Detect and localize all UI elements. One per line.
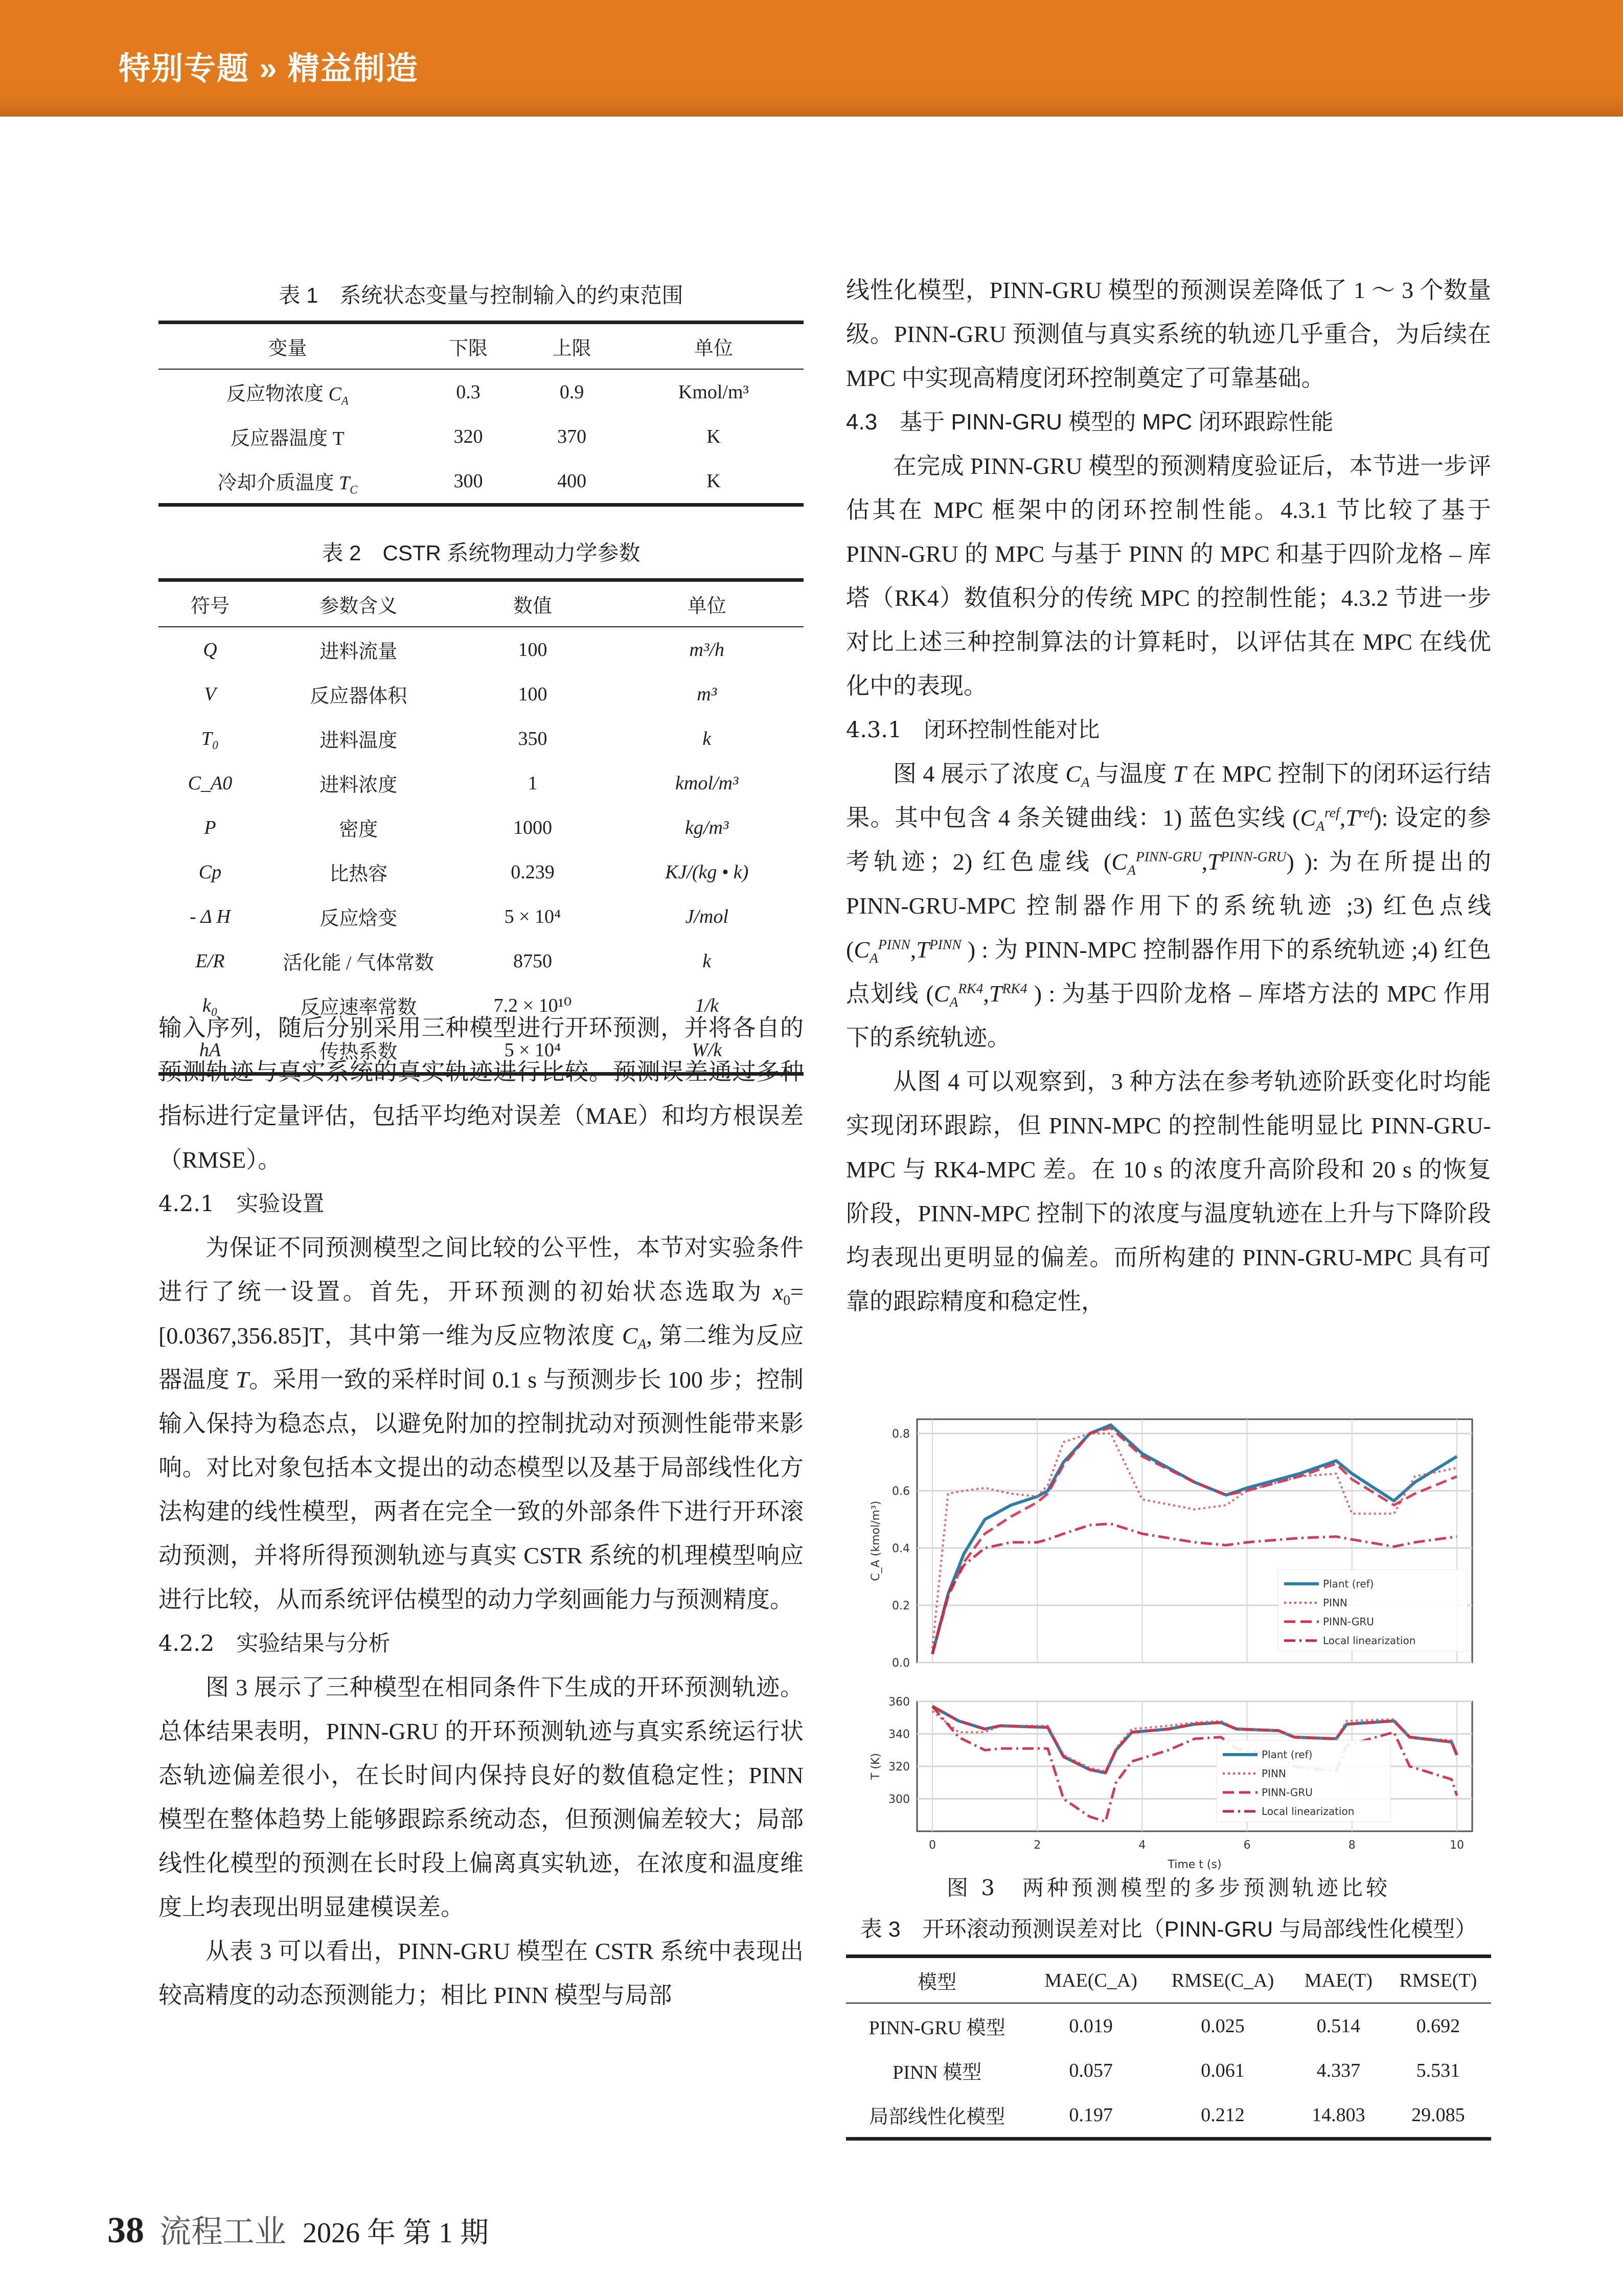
table2-cell-symbol: P bbox=[204, 816, 216, 838]
math-superscript: RK4 bbox=[958, 980, 984, 996]
table2-header-cell: 单位 bbox=[687, 596, 726, 617]
table2-row bbox=[158, 850, 804, 894]
table3-header-cell: 模型 bbox=[918, 1972, 957, 1993]
y-tick-label: 360 bbox=[888, 1696, 910, 1709]
text-span: , 第二维为反应器温度 bbox=[158, 1323, 804, 1393]
text-span: , bbox=[1201, 849, 1208, 875]
text-span: , bbox=[983, 981, 989, 1007]
legend-label: Local linearization bbox=[1323, 1634, 1416, 1647]
table3-header-cell: RMSE(T) bbox=[1399, 1969, 1477, 1991]
table1-cell-low: 300 bbox=[453, 470, 483, 492]
table3-block bbox=[846, 1912, 1491, 2141]
paragraph: 输入序列，随后分别采用三种模型进行开环预测，并将各自的预测轨迹与真实系统的真实轨迹进行比较。预测误差通过多种指标进行定量评估，包括平均绝对误差（MAE）和均方根误差（RMSE）。 bbox=[158, 1015, 804, 1173]
y-tick-label: 0.6 bbox=[892, 1485, 910, 1498]
table3-row bbox=[846, 2093, 1491, 2139]
table2-header-cell: 参数含义 bbox=[319, 596, 398, 617]
x-tick-label: 4 bbox=[1138, 1839, 1146, 1852]
paragraph: 在完成 PINN-GRU 模型的预测精度验证后，本节进一步评估其在 MPC 框架中的闭环控制性能。4.3.1 节比较了基于 PINN-GRU 的 MPC 与基于 PINN 的 MPC 和基于四阶龙格 – 库塔（RK4）数值积分的传统 MPC 的控制性能；4.3.2 节进一步对比上述三种控制算法的计算耗时，以评估其在 MPC 在线优化中的表现。 bbox=[846, 453, 1492, 699]
x-tick-label: 8 bbox=[1348, 1839, 1356, 1852]
section-heading-4-3: 4.3 基于 PINN-GRU 模型的 MPC 闭环跟踪性能 bbox=[846, 410, 1334, 435]
table2-cell-symbol: Q bbox=[203, 639, 217, 661]
math-symbol: T bbox=[916, 937, 929, 963]
table3-caption: 表 3 开环滚动预测误差对比（PINN-GRU 与局部线性化模型） bbox=[860, 1917, 1477, 1942]
table2-cell-value: 8750 bbox=[513, 950, 552, 972]
table1-cell-high: 0.9 bbox=[559, 381, 584, 403]
figure-3 bbox=[864, 1401, 1493, 1881]
table3-cell: 0.061 bbox=[1201, 2059, 1245, 2081]
math-symbol: C bbox=[622, 1323, 638, 1349]
y-axis-label: T (K) bbox=[870, 1753, 882, 1780]
text-span: 与温度 bbox=[1089, 761, 1173, 787]
table3-cell: 14.803 bbox=[1312, 2104, 1365, 2126]
table3-cell: 局部线性化模型 bbox=[869, 2106, 1005, 2128]
variable-label: 反应物浓度 bbox=[226, 383, 329, 405]
magazine-name: 流程工业 bbox=[159, 2215, 287, 2249]
table2-cell-meaning: 进料浓度 bbox=[319, 775, 398, 796]
table3-header-row bbox=[846, 1957, 1491, 2004]
table2-header-cell: 数值 bbox=[513, 596, 552, 617]
math-superscript: PINN bbox=[878, 936, 910, 952]
legend-label: Local linearization bbox=[1262, 1805, 1355, 1817]
math-symbol: T bbox=[1207, 849, 1221, 875]
math-subscript: A bbox=[1316, 818, 1325, 834]
table1-cell-variable bbox=[158, 414, 417, 459]
table2-row bbox=[158, 627, 804, 672]
table3-row bbox=[846, 2048, 1491, 2093]
math-symbol: T bbox=[989, 981, 1002, 1007]
figure-3-chart bbox=[864, 1401, 1493, 1881]
text-span: ) : 为基于四阶龙格 – 库塔方法的 MPC 作用下的系统轨迹。 bbox=[846, 981, 1491, 1051]
text-span: 图 4 展示了浓度 bbox=[893, 761, 1066, 787]
math-symbol: C bbox=[1065, 761, 1081, 787]
table1 bbox=[158, 321, 804, 507]
legend-label: PINN bbox=[1323, 1597, 1347, 1609]
math-superscript: ref bbox=[1358, 804, 1374, 821]
table2-cell-value: 1000 bbox=[513, 816, 552, 838]
table2-cell-value: 5 × 10⁴ bbox=[504, 905, 561, 927]
table2-cell-unit: m³ bbox=[697, 683, 717, 705]
y-tick-label: 0.2 bbox=[892, 1600, 910, 1612]
math-symbol: x bbox=[772, 1279, 784, 1305]
legend-label: Plant (ref) bbox=[1323, 1578, 1374, 1590]
table2-cell-symbol: k₀ bbox=[202, 994, 218, 1016]
table1-cell-high: 370 bbox=[557, 425, 587, 447]
paragraph: 从图 4 可以观察到，3 种方法在参考轨迹阶跃变化时均能实现闭环跟踪，但 PINN-MPC 的控制性能明显比 PINN-GRU-MPC 与 RK4-MPC 差。在 10 s 的浓度升高阶段和 20 s 的恢复阶段，PINN-MPC 控制下的浓度与温度轨迹在上升与下降阶段均表现出更明显的偏差。而所构建的 PINN-GRU-MPC 具有可靠的跟踪精度和稳定性， bbox=[846, 1069, 1491, 1314]
table2-cell-meaning: 反应器体积 bbox=[310, 686, 407, 707]
table1-header-row bbox=[158, 323, 804, 370]
table3-header-cell: RMSE(C_A) bbox=[1171, 1969, 1274, 1991]
table2-cell-meaning: 活化能 / 气体常数 bbox=[283, 952, 434, 974]
table2-cell-symbol: V bbox=[204, 683, 216, 705]
paragraph bbox=[158, 1226, 804, 1622]
math-subscript: A bbox=[870, 950, 878, 966]
legend-label: PINN-GRU bbox=[1323, 1616, 1374, 1628]
section-title: 特别专题 » 精益制造 bbox=[119, 51, 419, 86]
table2-cell-symbol: E/R bbox=[195, 950, 225, 972]
table1-caption: 表 1 系统状态变量与控制输入的约束范围 bbox=[279, 283, 683, 307]
table1-cell-high: 400 bbox=[557, 470, 587, 492]
table3-cell: 5.531 bbox=[1416, 2059, 1460, 2081]
table3-cell: 0.057 bbox=[1069, 2059, 1113, 2081]
variable-subscript: C bbox=[350, 483, 358, 496]
table3-cell: 0.212 bbox=[1201, 2104, 1245, 2126]
math-superscript: PINN bbox=[929, 936, 962, 952]
text-span: ) ): 为在所提出的 PINN-GRU-MPC 控制器作用下的系统轨迹 ;3) 红色点线 ( bbox=[846, 849, 1492, 963]
table1-cell-low: 320 bbox=[453, 425, 483, 447]
table2-row bbox=[158, 939, 804, 983]
page-footer bbox=[107, 2206, 489, 2252]
table3-header-cell: MAE(C_A) bbox=[1044, 1969, 1137, 1991]
table2-cell-unit: kmol/m³ bbox=[675, 772, 739, 794]
table2-cell-meaning: 比热容 bbox=[329, 863, 388, 885]
table3-cell: 0.514 bbox=[1316, 2015, 1361, 2037]
x-tick-label: 10 bbox=[1450, 1839, 1464, 1852]
left-column bbox=[158, 279, 804, 1076]
table2-cell-value: 100 bbox=[518, 639, 547, 661]
paragraph bbox=[846, 752, 1491, 1060]
math-symbol: T bbox=[236, 1367, 249, 1393]
variable-symbol: T bbox=[338, 472, 350, 494]
math-symbol: C bbox=[1300, 805, 1316, 831]
legend-label: PINN-GRU bbox=[1262, 1786, 1313, 1799]
math-symbol: T bbox=[1345, 805, 1359, 831]
math-symbol: T bbox=[1173, 761, 1186, 787]
table2-cell-symbol: - Δ H bbox=[189, 905, 231, 927]
table1-cell-unit: K bbox=[706, 425, 721, 447]
table2-cell-meaning: 进料温度 bbox=[319, 730, 398, 752]
table3-cell: 0.692 bbox=[1416, 2015, 1460, 2037]
table2-cell-unit: kg/m³ bbox=[685, 816, 729, 838]
text-span: , bbox=[910, 937, 917, 963]
table3-cell: PINN 模型 bbox=[893, 2062, 982, 2083]
subsection-heading-4-3-1: 4.3.1 闭环控制性能对比 bbox=[846, 717, 1100, 743]
table2-cell-meaning: 传热系数 bbox=[319, 1041, 398, 1063]
variable-label: 冷却介质温度 bbox=[217, 472, 339, 494]
legend-label: PINN bbox=[1262, 1767, 1286, 1780]
table3-header-cell: MAE(T) bbox=[1304, 1969, 1373, 1991]
y-tick-label: 320 bbox=[888, 1761, 910, 1774]
table3-row bbox=[846, 2003, 1491, 2048]
table1-row bbox=[158, 414, 804, 459]
table1-cell-variable bbox=[158, 369, 417, 414]
page-number: 38 bbox=[107, 2210, 144, 2250]
math-subscript: A bbox=[949, 994, 958, 1010]
table2-cell-value: 350 bbox=[518, 728, 547, 749]
y-axis-label: C_A (kmol/m³) bbox=[870, 1501, 882, 1581]
table2-cell-symbol: T₀ bbox=[201, 728, 219, 749]
table3-cell: 0.197 bbox=[1069, 2104, 1113, 2126]
table3-cell: 0.025 bbox=[1201, 2015, 1245, 2037]
table2-row bbox=[158, 894, 804, 939]
table2-cell-symbol: C_A0 bbox=[188, 772, 233, 794]
math-superscript: ref bbox=[1324, 804, 1340, 821]
paragraph: 从表 3 可以看出，PINN-GRU 模型在 CSTR 系统中表现出较高精度的动态预测能力；相比 PINN 模型与局部 bbox=[158, 1938, 804, 2008]
text-span: ): 设定的参考轨迹；2) 红色虚线 ( bbox=[846, 805, 1491, 875]
table2-cell-unit: k bbox=[702, 950, 712, 972]
table2-cell-value: 100 bbox=[518, 683, 547, 705]
table1-header-cell: 单位 bbox=[694, 338, 733, 359]
table2-row bbox=[158, 761, 804, 805]
math-subscript: A bbox=[1127, 862, 1136, 878]
table2-row bbox=[158, 672, 804, 716]
table3-cell: 4.337 bbox=[1316, 2059, 1361, 2081]
table2-cell-meaning: 进料流量 bbox=[319, 641, 398, 663]
table2-header-row bbox=[158, 580, 804, 627]
math-symbol: C bbox=[854, 937, 870, 963]
table1-header-cell: 变量 bbox=[268, 338, 307, 359]
math-superscript: RK4 bbox=[1002, 980, 1027, 996]
text-span: =[0.0367,356.85]T，其中第一维为反应物浓度 bbox=[158, 1279, 804, 1349]
table1-row bbox=[158, 369, 804, 414]
table1-cell-low: 0.3 bbox=[456, 381, 481, 403]
x-axis-label: Time t (s) bbox=[1168, 1858, 1222, 1871]
math-symbol: C bbox=[1111, 849, 1128, 875]
x-tick-label: 2 bbox=[1034, 1839, 1041, 1852]
table2-row bbox=[158, 716, 804, 761]
subsection-heading-4-2-1: 4.2.1 实验设置 bbox=[158, 1191, 325, 1217]
table2-cell-symbol: Cp bbox=[198, 861, 222, 883]
left-body-text bbox=[158, 1006, 804, 2017]
y-tick-label: 0.4 bbox=[892, 1542, 910, 1555]
figure-3-caption: 图 3 两种预测模型的多步预测轨迹比较 bbox=[946, 1875, 1391, 1900]
variable-subscript: A bbox=[341, 394, 349, 407]
table3 bbox=[846, 1954, 1491, 2141]
table3-cell: 0.019 bbox=[1069, 2015, 1113, 2037]
math-subscript: A bbox=[637, 1336, 647, 1352]
table2-row bbox=[158, 805, 804, 850]
table2-cell-value: 5 × 10⁴ bbox=[504, 1039, 561, 1061]
table2 bbox=[158, 578, 804, 1076]
text-span: 在 MPC 控制下的闭环运行结果。其中包含 4 条关键曲线：1) 蓝色实线 ( bbox=[846, 761, 1492, 831]
math-subscript: A bbox=[1081, 774, 1090, 790]
table1-cell-unit: Kmol/m³ bbox=[678, 381, 749, 403]
table2-cell-symbol: hA bbox=[199, 1039, 221, 1061]
paragraph: 图 3 展示了三种模型在相同条件下生成的开环预测轨迹。总体结果表明，PINN-GRU 的开环预测轨迹与真实系统运行状态轨迹偏差很小，在长时间内保持良好的数值稳定性；PINN 模型在整体趋势上能够跟踪系统动态，但预测偏差较大；局部线性化模型的预测在长时段上偏离真实轨迹，在浓度和温度维度上均表现出明显建模误差。 bbox=[158, 1674, 804, 1920]
table1-cell-variable bbox=[158, 459, 417, 505]
legend-label: Plant (ref) bbox=[1262, 1748, 1313, 1761]
table2-cell-unit: k bbox=[702, 728, 712, 749]
x-tick-label: 6 bbox=[1243, 1839, 1251, 1852]
text-span: 。采用一致的采样时间 0.1 s 与预测步长 100 步；控制输入保持为稳态点，以避免附加的控制扰动对预测性能带来影响。对比对象包括本文提出的动态模型以及基于局部线性化方法构建的线性模型，两者在完全一致的外部条件下进行开环滚动预测，并将所得预测轨迹与真实 CSTR 系统的机理模型响应进行比较，从而系统评估模型的动力学刻画能力与预测精度。 bbox=[158, 1367, 804, 1612]
subsection-heading-4-2-2: 4.2.2 实验结果与分析 bbox=[158, 1631, 391, 1656]
right-body-text bbox=[846, 268, 1491, 1324]
section-banner bbox=[0, 0, 1623, 117]
table2-cell-unit: W/k bbox=[692, 1039, 722, 1061]
table1-row bbox=[158, 459, 804, 505]
math-subscript: 0 bbox=[783, 1292, 791, 1308]
table3-cell: 29.085 bbox=[1411, 2104, 1465, 2126]
table2-cell-meaning: 密度 bbox=[339, 819, 378, 840]
y-tick-label: 300 bbox=[888, 1793, 910, 1806]
table2-cell-value: 7.2 × 10¹⁰ bbox=[493, 995, 572, 1016]
variable-symbol: C bbox=[328, 383, 341, 405]
issue-info: 2026 年 第 1 期 bbox=[303, 2217, 489, 2249]
y-tick-label: 0.8 bbox=[892, 1428, 910, 1441]
table3-cell: PINN-GRU 模型 bbox=[868, 2017, 1005, 2039]
y-tick-label: 0.0 bbox=[892, 1657, 910, 1670]
math-symbol: C bbox=[933, 981, 950, 1007]
text-span: , bbox=[1339, 805, 1346, 831]
math-superscript: PINN-GRU bbox=[1135, 848, 1202, 865]
table2-cell-meaning: 反应速率常数 bbox=[300, 997, 417, 1018]
variable-label: 反应器温度 T bbox=[231, 428, 345, 449]
table2-header-cell: 符号 bbox=[190, 596, 230, 617]
table2-cell-meaning: 反应焓变 bbox=[319, 908, 398, 929]
table2-cell-value: 1 bbox=[528, 772, 538, 794]
y-tick-label: 340 bbox=[888, 1728, 910, 1741]
table1-header-cell: 上限 bbox=[552, 338, 591, 359]
table2-cell-value: 0.239 bbox=[511, 861, 555, 883]
table2-cell-unit: KJ/(kg • k) bbox=[665, 861, 749, 883]
math-superscript: PINN-GRU bbox=[1220, 848, 1287, 865]
paragraph: 线性化模型，PINN-GRU 模型的预测误差降低了 1 ～ 3 个数量级。PINN-GRU 预测值与真实系统的轨迹几乎重合，为后续在 MPC 中实现高精度闭环控制奠定了可靠基础。 bbox=[846, 277, 1491, 391]
table2-cell-unit: m³/h bbox=[689, 639, 724, 661]
table1-header-cell: 下限 bbox=[449, 338, 488, 359]
table2-caption: 表 2 CSTR 系统物理动力学参数 bbox=[322, 541, 641, 565]
x-tick-label: 0 bbox=[929, 1839, 936, 1852]
text-span: ) : 为 PINN-MPC 控制器作用下的系统轨迹 ;4) 红色点划线 ( bbox=[846, 937, 1491, 1007]
table2-cell-unit: 1/k bbox=[695, 994, 719, 1016]
text-span: 为保证不同预测模型之间比较的公平性，本节对实验条件进行了统一设置。首先，开环预测的初始状态选取为 bbox=[158, 1235, 804, 1305]
table1-cell-unit: K bbox=[706, 470, 721, 492]
table2-cell-unit: J/mol bbox=[685, 905, 728, 927]
